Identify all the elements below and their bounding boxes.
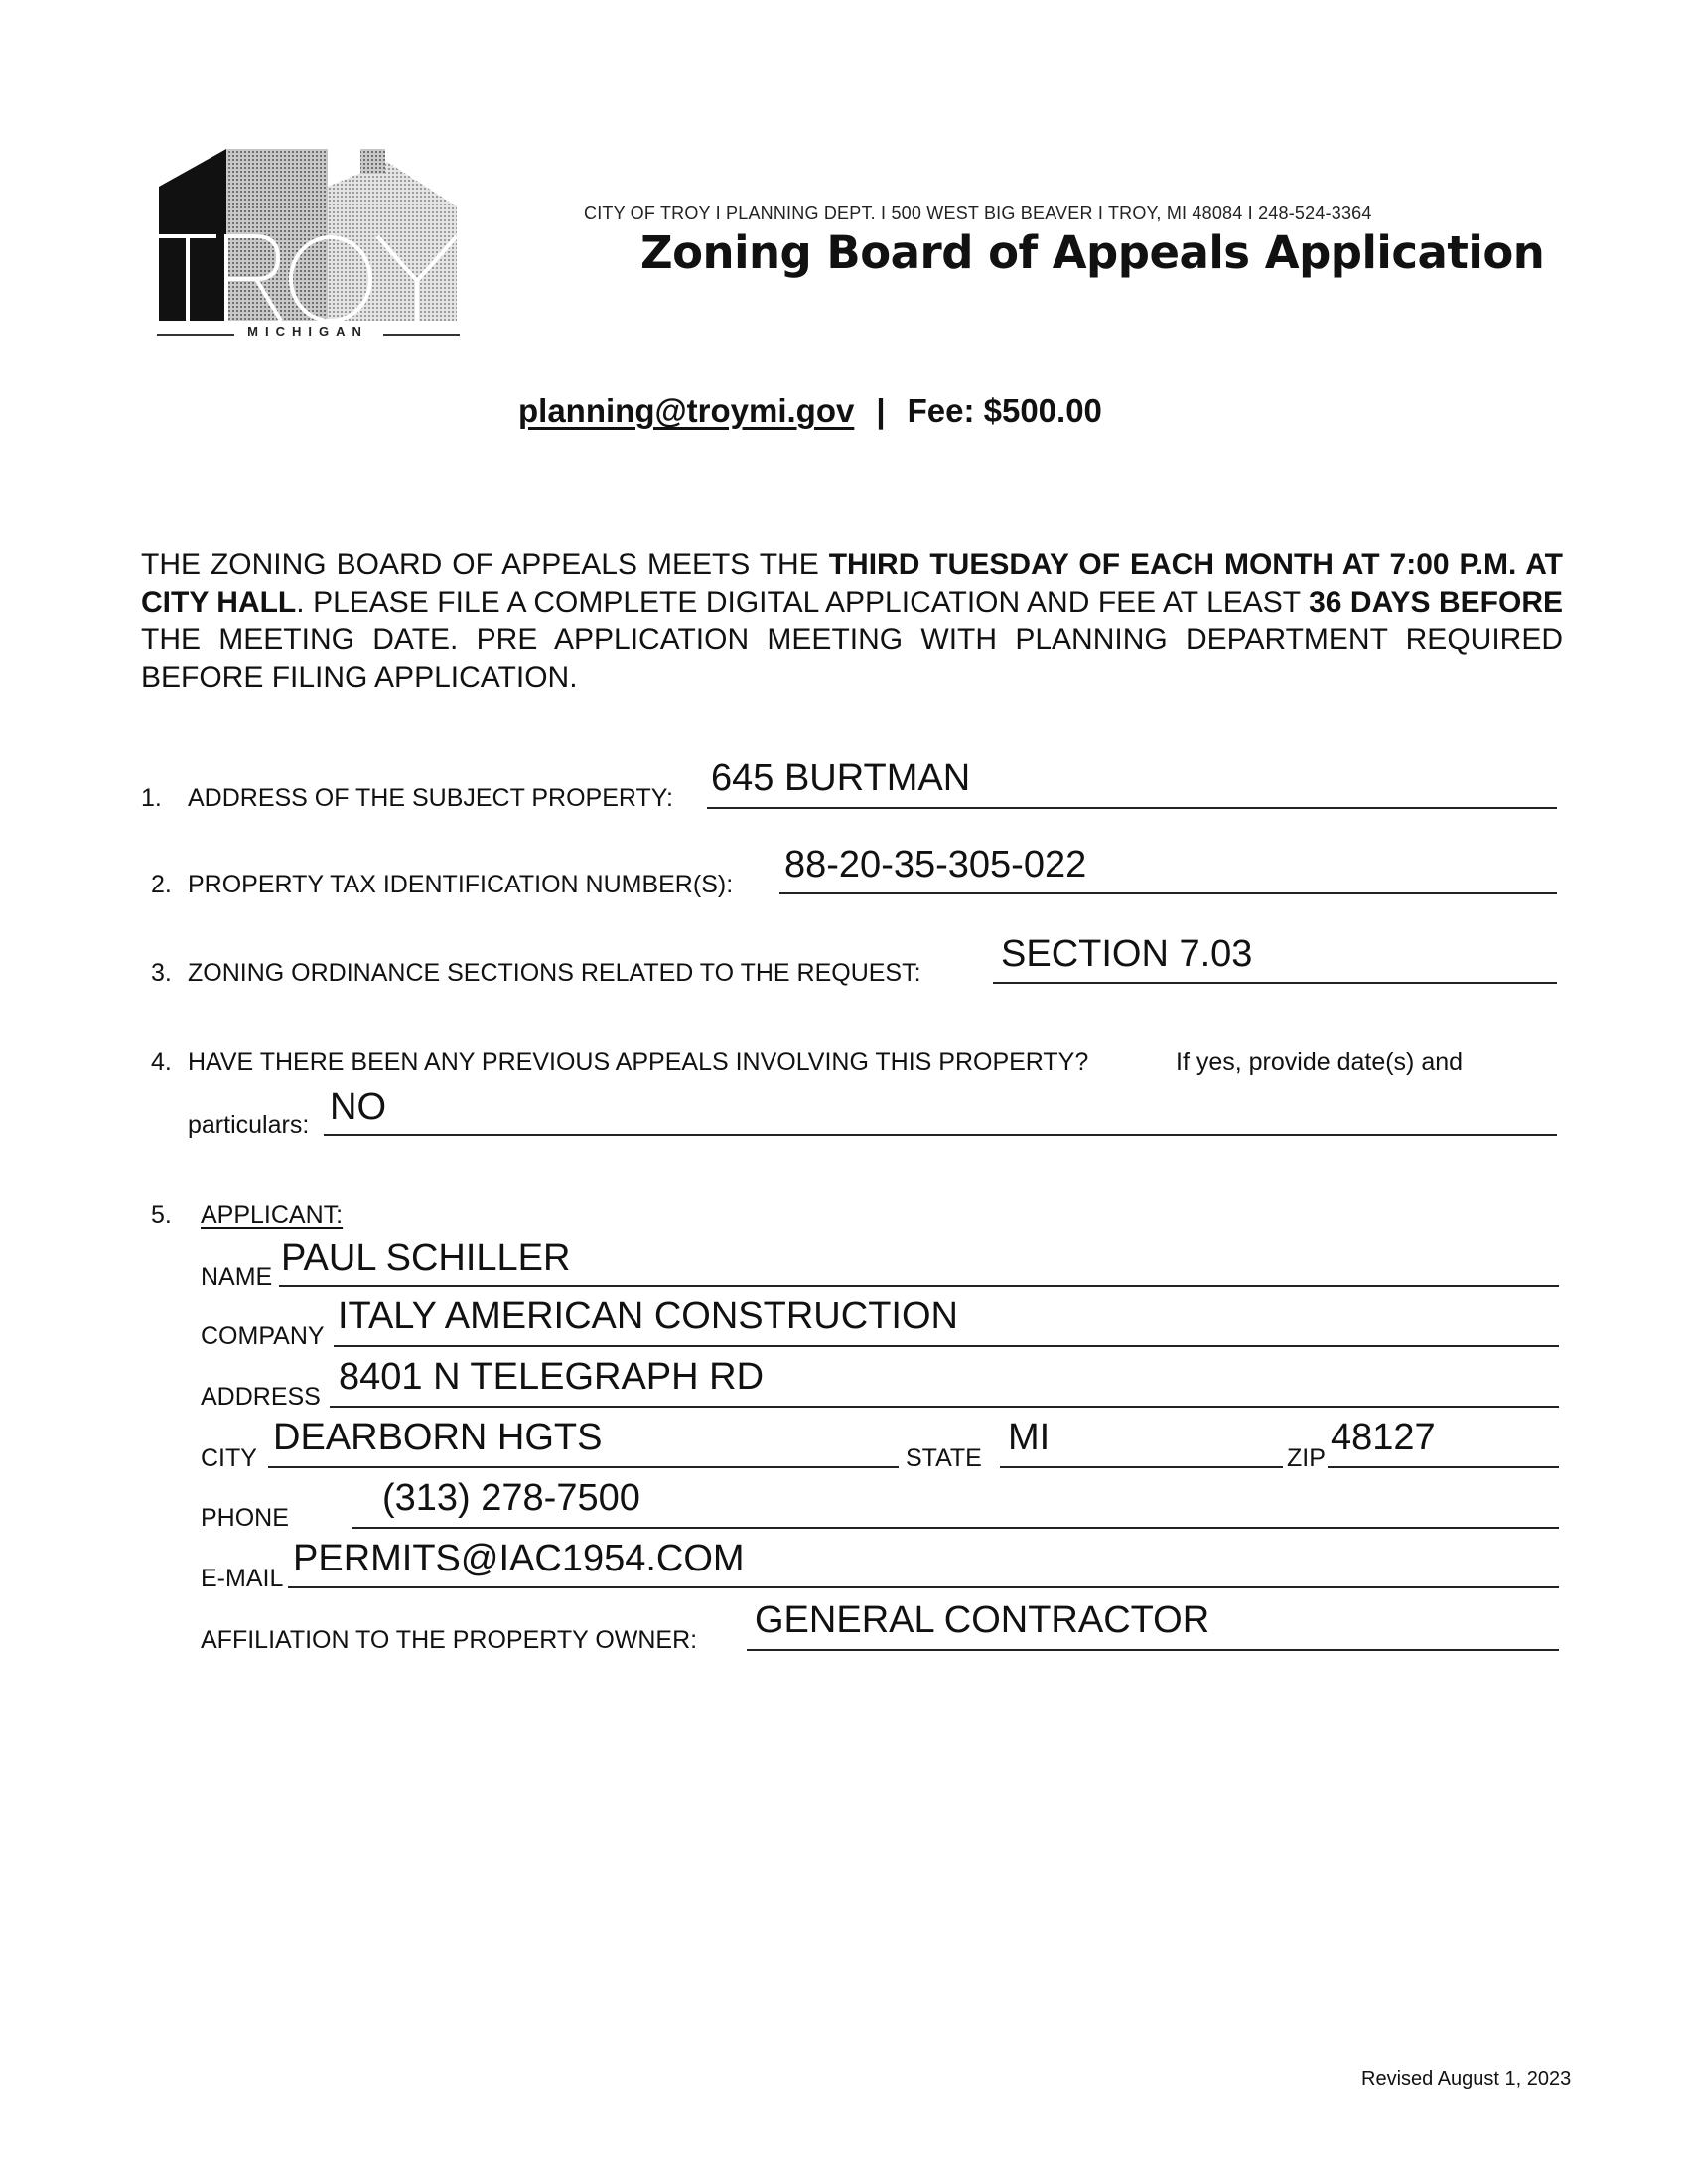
contact-fee-line [518, 392, 1102, 430]
notice-text-2: . PLEASE FILE A COMPLETE DIGITAL APPLICATION AND FEE AT LEAST [296, 586, 1310, 618]
q1-number: 1. [141, 784, 162, 812]
logo-subtext: MICHIGAN [247, 324, 368, 339]
email-label: E-MAIL [201, 1565, 284, 1592]
q1-underline [707, 807, 1557, 809]
q3-underline [993, 982, 1557, 984]
affiliation-field[interactable]: GENERAL CONTRACTOR [755, 1599, 1210, 1641]
city-underline [268, 1466, 899, 1468]
zip-label: ZIP [1287, 1444, 1326, 1472]
q2-label: PROPERTY TAX IDENTIFICATION NUMBER(S): [188, 871, 734, 898]
address-underline [330, 1406, 1559, 1408]
name-underline [279, 1285, 1559, 1287]
q4-underline [324, 1134, 1557, 1136]
separator: | [876, 392, 886, 429]
revision-date: Revised August 1, 2023 [1361, 2068, 1572, 2090]
applicant-address-field[interactable]: 8401 N TELEGRAPH RD [339, 1356, 765, 1398]
affiliation-label: AFFILIATION TO THE PROPERTY OWNER: [201, 1626, 698, 1654]
q3-label: ZONING ORDINANCE SECTIONS RELATED TO THE REQUEST: [188, 959, 921, 987]
notice-bold-1: THIRD TUESDAY OF EACH MONTH AT 7:00 P.M. AT CITY HALL [141, 548, 1563, 618]
phone-label: PHONE [201, 1504, 289, 1532]
q3-number: 3. [151, 959, 172, 987]
fee-text: Fee: $500.00 [907, 392, 1102, 429]
q4-particulars-label: particulars: [188, 1111, 310, 1139]
phone-field[interactable]: (313) 278-7500 [382, 1477, 640, 1519]
q4-label: HAVE THERE BEEN ANY PREVIOUS APPEALS INVOLVING THIS PROPERTY? [188, 1048, 1089, 1076]
property-address-field[interactable]: 645 BURTMAN [711, 757, 971, 799]
tax-id-field[interactable]: 88-20-35-305-022 [784, 844, 1087, 886]
applicant-name-field[interactable]: PAUL SCHILLER [281, 1237, 571, 1279]
state-underline [1000, 1466, 1283, 1468]
address-label: ADDRESS [201, 1383, 321, 1411]
page-title: Zoning Board of Appeals Application [640, 226, 1545, 279]
affiliation-underline [747, 1649, 1559, 1651]
email-underline [288, 1586, 1559, 1588]
troy-logo [157, 147, 460, 345]
department-address-line: CITY OF TROY I PLANNING DEPT. I 500 WEST BIG BEAVER I TROY, MI 48084 I 248-524-3364 [584, 204, 1372, 223]
applicant-heading: APPLICANT: [201, 1201, 344, 1229]
previous-appeals-field[interactable]: NO [330, 1086, 386, 1128]
zip-underline [1328, 1466, 1559, 1468]
company-underline [334, 1345, 1559, 1347]
q4-hint: If yes, provide date(s) and [1176, 1048, 1464, 1076]
company-label: COMPANY [201, 1322, 325, 1350]
zip-field[interactable]: 48127 [1331, 1417, 1436, 1458]
city-label: CITY [201, 1444, 257, 1472]
company-field[interactable]: ITALY AMERICAN CONSTRUCTION [338, 1296, 958, 1337]
troy-logo-graphic [157, 147, 460, 326]
ordinance-sections-field[interactable]: SECTION 7.03 [1001, 933, 1253, 975]
city-field[interactable]: DEARBORN HGTS [273, 1417, 603, 1458]
notice-text-1: THE ZONING BOARD OF APPEALS MEETS THE [141, 548, 829, 581]
q2-number: 2. [151, 871, 172, 898]
notice-text-3: THE MEETING DATE. PRE APPLICATION MEETING WITH PLANNING DEPARTMENT REQUIRED BEFORE FILING APPLICATION. [141, 623, 1563, 694]
applicant-email-field[interactable]: PERMITS@IAC1954.COM [293, 1538, 745, 1579]
name-label: NAME [201, 1263, 273, 1291]
q4-number: 4. [151, 1048, 172, 1076]
meeting-notice [141, 546, 1563, 697]
q2-underline [779, 892, 1557, 894]
logo-michigan-label [157, 324, 460, 343]
state-field[interactable]: MI [1008, 1417, 1051, 1458]
planning-email-link[interactable]: planning@troymi.gov [518, 392, 855, 429]
q1-label: ADDRESS OF THE SUBJECT PROPERTY: [188, 784, 674, 812]
notice-bold-2: 36 DAYS BEFORE [1309, 586, 1564, 618]
phone-underline [352, 1527, 1559, 1529]
state-label: STATE [906, 1444, 982, 1472]
q5-number: 5. [151, 1201, 172, 1229]
